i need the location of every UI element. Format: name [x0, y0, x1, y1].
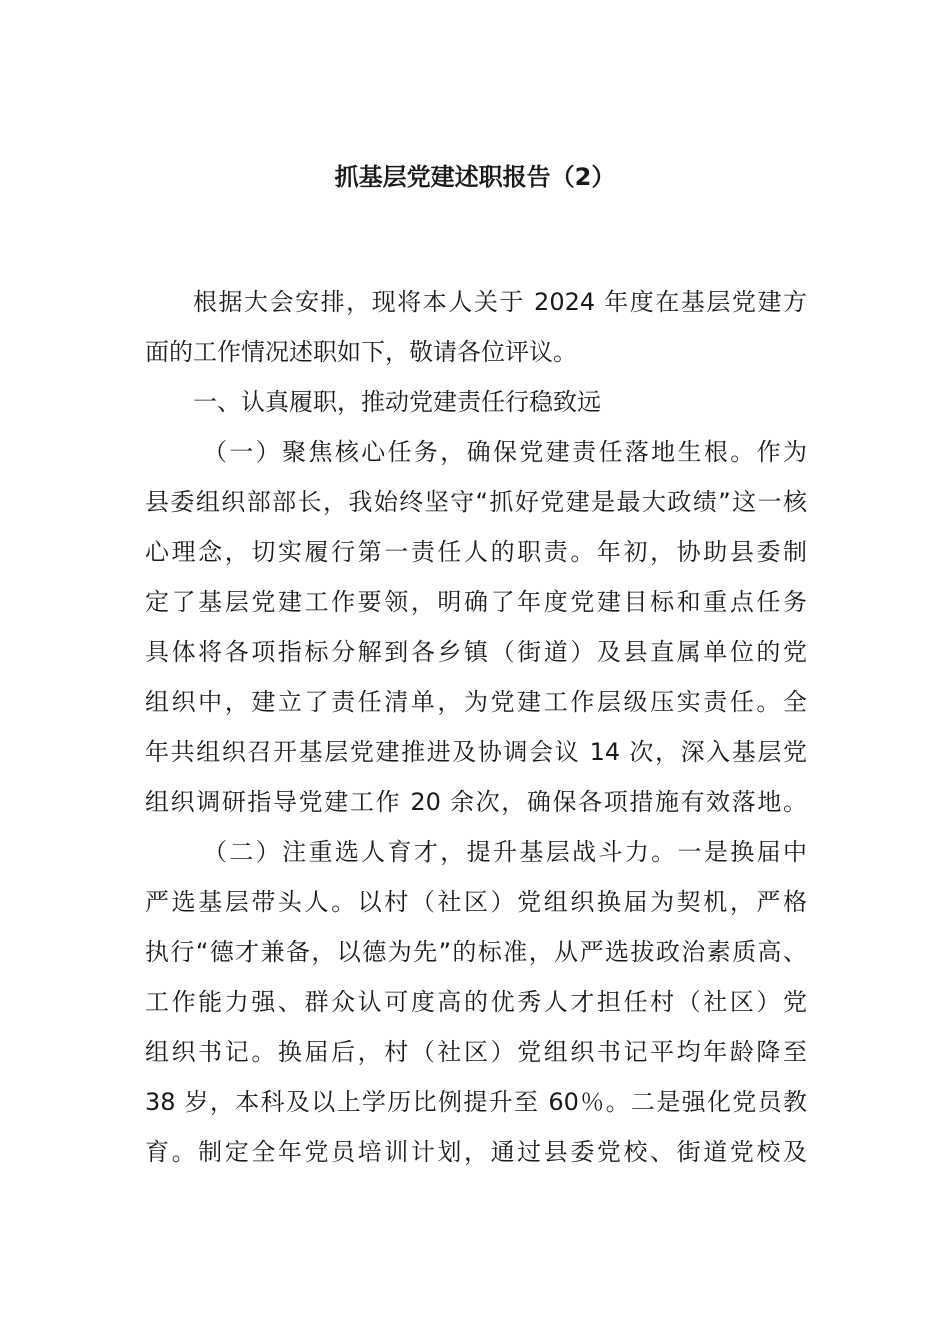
paragraph-line: 具体将各项指标分解到各乡镇（街道）及县直属单位的党 [145, 638, 807, 666]
paragraph-line: （二）注重选人育才，提升基层战斗力。一是换届中 [203, 838, 807, 866]
document-body [145, 277, 807, 1177]
section-heading: 一、认真履职，推动党建责任行稳致远 [193, 388, 601, 416]
paragraph-line: 定了基层党建工作要领，明确了年度党建目标和重点任务 [145, 588, 807, 616]
paragraph-line: 育。制定全年党员培训计划，通过县委党校、街道党校及 [145, 1138, 807, 1166]
paragraph-line: 心理念，切实履行第一责任人的职责。年初，协助县委制 [145, 538, 807, 566]
paragraph-line: 年共组织召开基层党建推进及协调会议 14 次，深入基层党 [145, 738, 807, 766]
paragraph-line: 面的工作情况述职如下，敬请各位评议。 [145, 338, 577, 366]
paragraph-line: 工作能力强、群众认可度高的优秀人才担任村（社区）党 [145, 988, 807, 1016]
paragraph-line: 组织中，建立了责任清单，为党建工作层级压实责任。全 [145, 688, 807, 716]
paragraph-line: 严选基层带头人。以村（社区）党组织换届为契机，严格 [145, 888, 807, 916]
paragraph-line: 执行“德才兼备，以德为先”的标准，从严选拔政治素质高、 [145, 938, 807, 966]
paragraph-line: 根据大会安排，现将本人关于 2024 年度在基层党建方 [193, 288, 807, 316]
document-title: 抓基层党建述职报告（2） [334, 163, 616, 191]
paragraph-line: 组织书记。换届后，村（社区）党组织书记平均年龄降至 [145, 1038, 807, 1066]
paragraph-line: （一）聚焦核心任务，确保党建责任落地生根。作为 [203, 438, 807, 466]
paragraph-line: 组织调研指导党建工作 20 余次，确保各项措施有效落地。 [145, 788, 807, 816]
paragraph-line: 县委组织部部长，我始终坚守“抓好党建是最大政绩”这一核 [145, 488, 807, 516]
paragraph-line: 38 岁，本科及以上学历比例提升至 60％。二是强化党员教 [145, 1088, 807, 1116]
